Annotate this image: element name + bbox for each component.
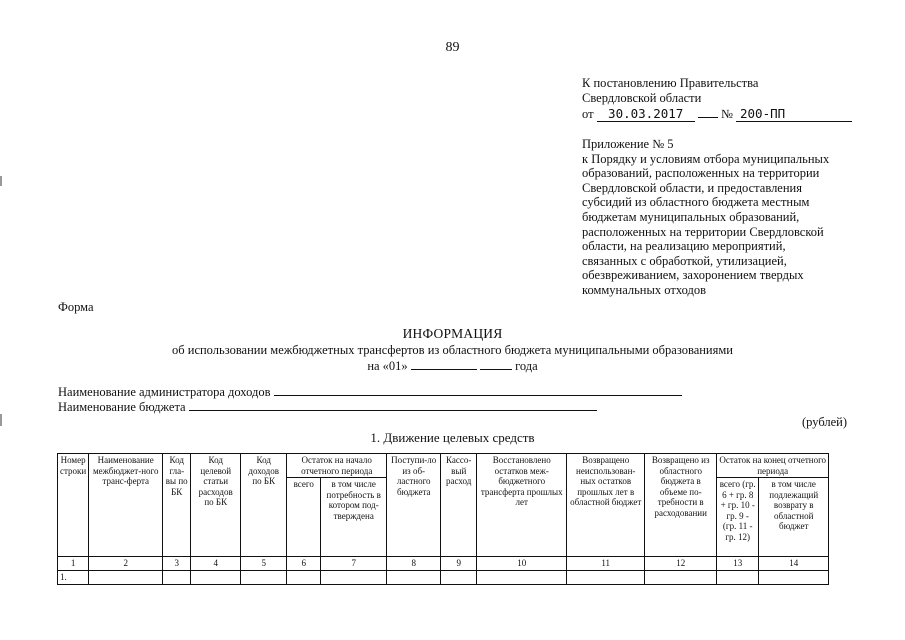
appendix-title: Приложение № 5 [582, 137, 674, 151]
report-date-line [0, 358, 905, 374]
section-title: 1. Движение целевых средств [370, 430, 535, 445]
appendix-block [582, 137, 882, 298]
report-date-prefix: на «01» [367, 359, 408, 373]
column-number: 13 [717, 557, 759, 571]
table-cell[interactable] [89, 570, 163, 584]
header-start-need: в том числе потребность в котором под-тверждена [321, 478, 387, 557]
decree-date-line [582, 106, 882, 122]
appendix-line: расположенных на территории Свердловской [582, 224, 824, 239]
header-end-balance: Остаток на конец отчетного периода [717, 454, 829, 478]
table-cell[interactable] [717, 570, 759, 584]
header-start-balance: Остаток на начало отчетного периода [287, 454, 387, 478]
document-title: ИНФОРМАЦИЯ [402, 326, 503, 341]
table-row [58, 570, 829, 584]
table-cell[interactable] [387, 570, 441, 584]
header-income-code: Код доходов по БК [241, 454, 287, 557]
decree-date-prefix: от [582, 107, 594, 121]
admin-field [58, 384, 682, 400]
table-cell[interactable] [759, 570, 829, 584]
table-cell[interactable] [321, 570, 387, 584]
decree-number-prefix: № [720, 107, 733, 121]
budget-label: Наименование бюджета [58, 400, 186, 414]
header-returned-need: Возвращено из областного бюджета в объеме по-требности в расходовании [645, 454, 717, 557]
document-subtitle: об использовании межбюджетных трансфертов из областного бюджета муниципальными образованиями [172, 343, 733, 357]
column-number: 10 [477, 557, 567, 571]
column-number: 7 [321, 557, 387, 571]
decree-number-value: 200-ПП [736, 107, 852, 122]
decree-line-2: Свердловской области [582, 91, 702, 105]
header-end-return: в том числе подлежащий возврату в областной бюджет [759, 478, 829, 557]
header-row-number: Номер строки [58, 454, 89, 557]
appendix-line: Свердловской области, и предоставления [582, 180, 802, 195]
header-end-total: всего (гр. 6 + гр. 8 + гр. 10 - гр. 9 - (гр. 11 - гр. 12) [717, 478, 759, 557]
table-cell[interactable] [441, 570, 477, 584]
date-underline-tail [698, 106, 718, 118]
column-number: 9 [441, 557, 477, 571]
table-header-row [58, 454, 829, 478]
column-number: 14 [759, 557, 829, 571]
budget-field [58, 399, 597, 415]
appendix-line: бюджетам муниципальных образований, [582, 209, 800, 224]
header-received: Поступи-ло из об-ластного бюджета [387, 454, 441, 557]
report-date-suffix: года [515, 359, 538, 373]
appendix-line: коммунальных отходов [582, 282, 706, 297]
decree-line-1: К постановлению Правительства [582, 76, 759, 90]
appendix-line: к Порядку и условиям отбора муниципальных [582, 151, 830, 166]
header-restored: Восстановлено остатков меж-бюджетного трансферта прошлых лет [477, 454, 567, 557]
transfers-table [57, 453, 829, 585]
scan-edge-mark [0, 414, 2, 426]
header-target-code: Код целевой статьи расходов по БК [191, 454, 241, 557]
table-cell[interactable] [567, 570, 645, 584]
appendix-line: обезвреживанием, захоронением твердых [582, 268, 804, 283]
column-number: 12 [645, 557, 717, 571]
units-label: (рублей) [802, 415, 848, 429]
admin-input-line[interactable] [274, 384, 682, 396]
scan-edge-mark [0, 176, 2, 186]
header-transfer-name: Наименование межбюджет-ного транс-ферта [89, 454, 163, 557]
report-year-blank[interactable] [480, 358, 512, 370]
appendix-line: образований, расположенных на территории [582, 166, 820, 181]
column-number: 3 [163, 557, 191, 571]
admin-label: Наименование администратора доходов [58, 385, 271, 399]
appendix-line: субсидий из областного бюджета местным [582, 195, 810, 210]
column-number: 6 [287, 557, 321, 571]
table-cell[interactable] [241, 570, 287, 584]
form-label: Форма [58, 300, 94, 314]
decree-date-value: 30.03.2017 [597, 107, 695, 122]
table-cell[interactable]: 1. [58, 570, 89, 584]
appendix-line: области, на реализацию мероприятий, [582, 239, 786, 254]
budget-input-line[interactable] [189, 399, 597, 411]
table-cell[interactable] [287, 570, 321, 584]
table-cell[interactable] [645, 570, 717, 584]
header-start-total: всего [287, 478, 321, 557]
table-cell[interactable] [191, 570, 241, 584]
page-number: 89 [445, 40, 460, 55]
table-cell[interactable] [477, 570, 567, 584]
column-number: 5 [241, 557, 287, 571]
column-numbers-row [58, 557, 829, 571]
column-number: 2 [89, 557, 163, 571]
header-chapter-code: Код гла-вы по БК [163, 454, 191, 557]
report-month-blank[interactable] [411, 358, 477, 370]
column-number: 4 [191, 557, 241, 571]
table-cell[interactable] [163, 570, 191, 584]
header-returned-unused: Возвращено неиспользован-ных остатков прошлых лет в областной бюджет [567, 454, 645, 557]
column-number: 1 [58, 557, 89, 571]
column-number: 8 [387, 557, 441, 571]
appendix-line: связанных с обработкой, утилизацией, [582, 253, 787, 268]
column-number: 11 [567, 557, 645, 571]
header-cash-expense: Кассо-вый расход [441, 454, 477, 557]
decree-reference [582, 76, 882, 122]
